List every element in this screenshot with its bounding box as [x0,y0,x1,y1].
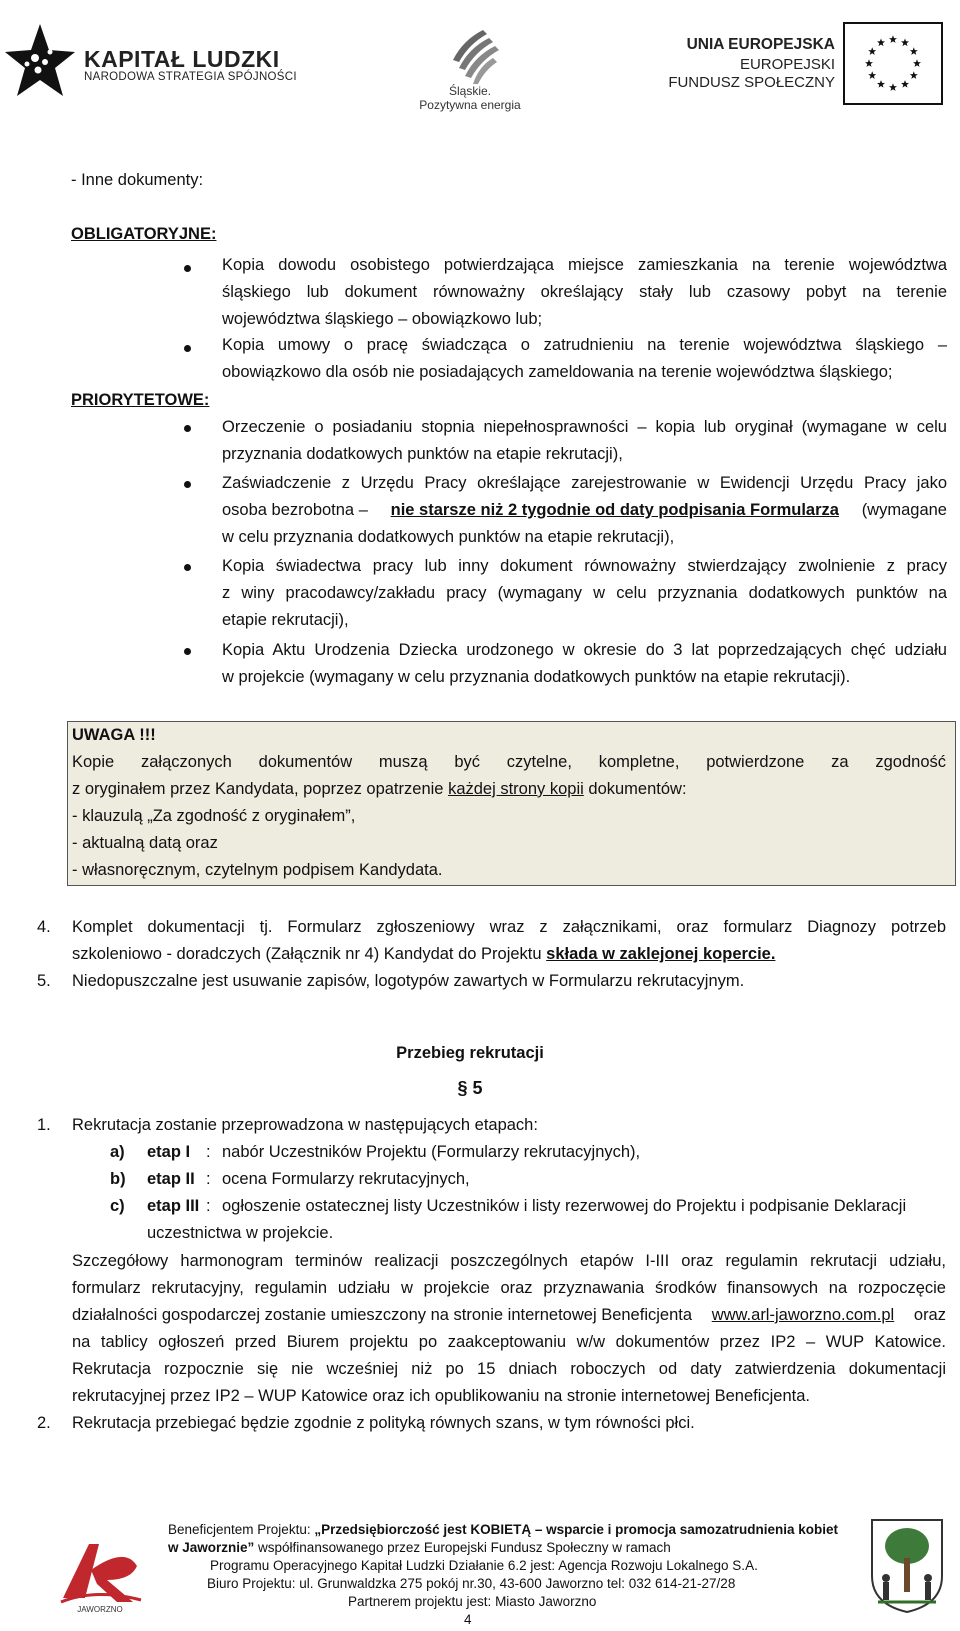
obligatory-heading: OBLIGATORYJNE: [71,225,217,243]
kapital-ludzki-title: KAPITAŁ LUDZKI [84,46,280,72]
prior-item-2-deadline: nie starsze niż 2 tygodnie od daty podpisania Formularza [390,501,839,519]
rec-item-1: Rekrutacja zostanie przeprowadzona w następujących etapach: [72,1116,538,1134]
stage-b-name: etap II [147,1170,195,1188]
ue-fund-line2: FUNDUSZ SPOŁECZNY [668,74,835,91]
oblig-item-2-line1: Kopia umowy o pracę świadcząca o zatrudnieniu na terenie województwa śląskiego – [222,336,947,354]
prior-item-4-line1: Kopia Aktu Urodzenia Dziecka urodzonego w okresie do 3 lat poprzedzających chęć udziału [222,641,947,659]
ue-title: UNIA EUROPEJSKA [686,36,835,53]
item-4-sealed-envelope: składa w zaklejonej kopercie. [546,945,776,963]
notice-line2 [72,776,687,803]
bullet [184,425,191,432]
stage-b-letter: b) [110,1170,126,1188]
notice-line4: - aktualną datą oraz [72,834,218,852]
prior-item-1-line2: przyznania dodatkowych punktów na etapie rekrutacji), [222,445,623,463]
footer-line1 [168,1521,838,1539]
item-number-4: 4. [37,918,51,936]
footer-project-title-end: w Jaworznie” [168,1540,255,1555]
notice-heading: UWAGA !!! [72,726,156,744]
stage-c-desc: ogłoszenie ostatecznej listy Uczestników i listy rezerwowej do Projektu i podpisanie Deklaracji [222,1197,907,1215]
bullet [184,648,191,655]
item-4-text: szkoleniowo - doradczych (Załącznik nr 4) Kandydat do Projektu [72,945,542,963]
kapital-ludzki-subtitle: NARODOWA STRATEGIA SPÓJNOŚCI [84,71,297,83]
bullet [184,265,191,272]
rec-item-2: Rekrutacja przebiegać będzie zgodnie z polityką równych szans, w tym równości płci. [72,1414,695,1432]
stage-a-letter: a) [110,1143,125,1161]
footer-line5: Partnerem projektu jest: Miasto Jaworzno [348,1594,597,1609]
notice-line2-c: dokumentów: [588,780,687,798]
rec-para-line4: na tablicy ogłoszeń przed Biurem projektu po zaakceptowaniu w/w dokumentów przez IP2 – WUP Katowice. [72,1333,946,1351]
bullet [184,481,191,488]
stage-c-name: etap III [147,1197,200,1215]
page-number: 4 [464,1612,472,1627]
rec-para-line3-c: oraz [913,1306,946,1324]
footer-beneficiary-label: Beneficjentem Projektu: [168,1522,315,1537]
rec-para-line2: formularz rekrutacyjny, regulamin udziału w projekcie oraz przyznawania środków finansowych na rozpoczęcie [72,1279,946,1297]
ue-fund-line1: EUROPEJSKI [739,56,835,73]
rec-para-line3 [72,1302,946,1329]
oblig-item-1-line1: Kopia dowodu osobistego potwierdzająca miejsce zamieszkania na terenie województwa [222,256,947,274]
notice-line2-a: z oryginałem przez Kandydata, poprzez opatrzenie [72,780,444,798]
arl-logo-icon [55,1526,145,1616]
prior-item-3-line3: etapie rekrutacji), [222,611,349,629]
bullet [184,564,191,571]
slaskie-logo-icon [443,26,503,88]
jaworzno-coat-of-arms-icon [868,1516,946,1614]
prior-item-2-text-a: osoba bezrobotna – [222,501,368,519]
prior-item-2-line1: Zaświadczenie z Urzędu Pracy określające zarejestrowanie w Ewidencji Urzędu Pracy jako [222,474,947,492]
item-4-line1: Komplet dokumentacji tj. Formularz zgłoszeniowy wraz z załącznikami, oraz formularz Diagnozy potrzeb [72,918,946,936]
oblig-item-1-line3: województwa śląskiego – obowiązkowo lub; [222,310,543,328]
docs-intro: - Inne dokumenty: [71,171,204,189]
beneficiary-website-link[interactable]: www.arl-jaworzno.com.pl [711,1306,895,1324]
stage-c-desc-cont: uczestnictwa w projekcie. [147,1224,334,1242]
item-5-text: Niedopuszczalne jest usuwanie zapisów, logotypów zawartych w Formularzu rekrutacyjnym. [72,972,745,990]
prior-item-3-line2: z winy pracodawcy/zakładu pracy (wymagany w celu przyznania dodatkowych punktów na [222,584,947,602]
rec-para-line6: rekrutacyjnej przez IP2 – WUP Katowice oraz ich opublikowaniu na stronie internetowej Beneficjenta. [72,1387,810,1405]
rec-para-line3-a: działalności gospodarczej zostanie umieszczony na stronie internetowej Beneficjenta [72,1306,693,1324]
section-paragraph-number: § 5 [457,1078,483,1098]
stage-c-letter: c) [110,1197,125,1215]
rec-para-line5: Rekrutacja rozpocznie się nie wcześniej niż po 15 dniach roboczych od daty zatwierdzenia dokumentacji [72,1360,946,1378]
prior-item-4-line2: w projekcie (wymagany w celu przyznania dodatkowych punktów na etapie rekrutacji). [222,668,851,686]
kapital-ludzki-star-logo [5,22,75,100]
stage-a-colon: : [206,1143,211,1161]
slaskie-slogan: Pozytywna energia [419,98,521,112]
section-title: Przebieg rekrutacji [396,1044,544,1062]
rec-number-2: 2. [37,1414,51,1432]
stage-a-name: etap I [147,1143,191,1161]
prior-item-2-line3: w celu przyznania dodatkowych punktów na etapie rekrutacji), [222,528,675,546]
prior-item-1-line1: Orzeczenie o posiadaniu stopnia niepełnosprawności – kopia lub oryginał (wymagane w celu [222,418,947,436]
prior-item-2-line2 [222,497,947,524]
footer-cofinance: współfinansowanego przez Europejski Fundusz Społeczny w ramach [254,1540,671,1555]
arl-logo-label: JAWORZNO [77,1605,123,1614]
item-4-line2 [72,941,775,968]
footer-line2 [168,1539,671,1557]
prior-item-3-line1: Kopia świadectwa pracy lub inny dokument równoważny stwierdzający zwolnienie z pracy [222,557,947,575]
stage-a-desc: nabór Uczestników Projektu (Formularzy rekrutacyjnych), [222,1143,641,1161]
eu-flag-icon [843,22,943,105]
oblig-item-1-line2: śląskiego lub dokument równoważny określający stały lub czasowy pobyt na terenie [222,283,947,301]
notice-line1: Kopie załączonych dokumentów muszą być czytelne, kompletne, potwierdzone za zgodność [72,753,946,771]
bullet [184,345,191,352]
oblig-item-2-line2: obowiązkowo dla osób nie posiadających zameldowania na terenie województwa śląskiego; [222,363,893,381]
notice-each-page: każdej strony kopii [448,780,584,798]
footer-project-title: „Przedsiębiorczość jest KOBIETĄ – wsparcie i promocja samozatrudnienia kobiet [314,1522,838,1537]
stage-c-colon: : [206,1197,211,1215]
prior-item-2-text-c: (wymagane [861,501,947,519]
stage-b-colon: : [206,1170,211,1188]
rec-para-line1: Szczegółowy harmonogram terminów realizacji poszczególnych etapów I-III oraz regulamin rekrutacji udziału, [72,1252,946,1270]
stage-b-desc: ocena Formularzy rekrutacyjnych, [222,1170,470,1188]
footer-line4: Biuro Projektu: ul. Grunwaldzka 275 pokój nr.30, 43-600 Jaworzno tel: 032 614-21-27/28 [207,1576,736,1591]
notice-line5: - własnoręcznym, czytelnym podpisem Kandydata. [72,861,443,879]
footer-line3: Programu Operacyjnego Kapitał Ludzki Działanie 6.2 jest: Agencja Rozwoju Lokalnego S.A. [210,1558,758,1573]
item-number-5: 5. [37,972,51,990]
priority-heading: PRIORYTETOWE: [71,391,210,409]
rec-number-1: 1. [37,1116,51,1134]
slaskie-name: Śląskie. [448,84,492,98]
notice-line3: - klauzulą „Za zgodność z oryginałem”, [72,807,356,825]
